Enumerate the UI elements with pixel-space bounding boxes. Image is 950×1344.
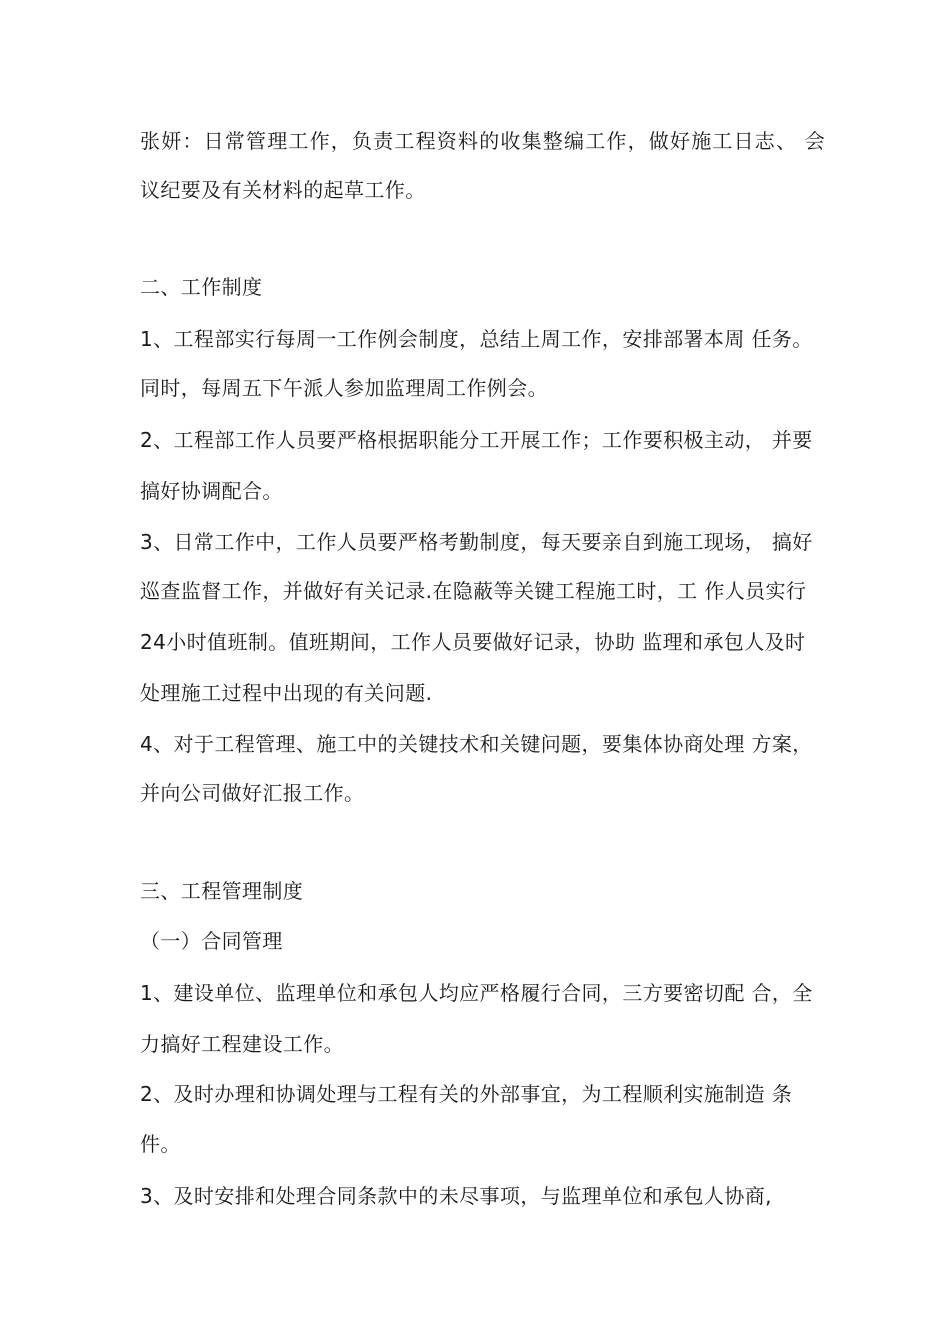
text-line: 并向公司做好汇报工作。 xyxy=(140,781,365,805)
subsection-heading: （一）合同管理 xyxy=(140,929,283,953)
text-line: 张妍：日常管理工作，负责工程资料的收集整编工作，做好施工日志、 会 xyxy=(140,129,826,153)
text-line: 1、建设单位、监理单位和承包人均应严格履行合同，三方要密切配 合，全 xyxy=(140,981,813,1005)
text-line: 巡查监督工作，并做好有关记录.在隐蔽等关键工程施工时，工 作人员实行 xyxy=(140,579,807,603)
section-heading: 三、工程管理制度 xyxy=(140,879,304,903)
text-line: 4、对于工程管理、施工中的关键技术和关键问题，要集体协商处理 方案， xyxy=(140,732,813,756)
text-line: 议纪要及有关材料的起草工作。 xyxy=(140,178,426,202)
text-line: 同时，每周五下午派人参加监理周工作例会。 xyxy=(140,376,548,400)
text-line: 力搞好工程建设工作。 xyxy=(140,1032,344,1056)
text-line: 24小时值班制。值班期间，工作人员要做好记录，协助 监理和承包人及时 xyxy=(140,630,806,654)
text-line: 2、工程部工作人员要严格根据职能分工开展工作；工作要积极主动， 并要 xyxy=(140,428,813,452)
text-line: 2、及时办理和协调处理与工程有关的外部事宜，为工程顺利实施制造 条 xyxy=(140,1082,793,1106)
text-line: 搞好协调配合。 xyxy=(140,479,283,503)
text-line: 3、及时安排和处理合同条款中的未尽事项，与监理单位和承包人协商, xyxy=(140,1184,772,1208)
text-line: 件。 xyxy=(140,1132,181,1156)
text-line: 1、工程部实行每周一工作例会制度，总结上周工作，安排部署本周 任务。 xyxy=(140,327,813,351)
text-line: 3、日常工作中，工作人员要严格考勤制度，每天要亲自到施工现场， 搞好 xyxy=(140,530,813,554)
section-heading: 二、工作制度 xyxy=(140,275,263,299)
text-line: 处理施工过程中出现的有关问题. xyxy=(140,681,433,705)
